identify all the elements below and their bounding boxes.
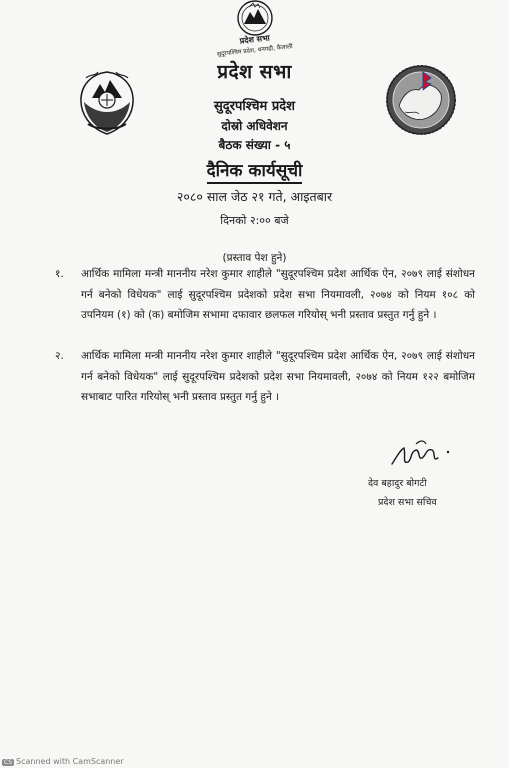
- assembly-name: प्रदेश सभा: [217, 61, 292, 83]
- seal-text-bottom: सुदूरपश्चिम प्रदेश, धनगढी, कैलाली: [216, 43, 294, 58]
- meeting-time: दिनको २:०० बजे: [220, 214, 289, 227]
- camscanner-icon: CS: [4, 759, 12, 766]
- section-heading: (प्रस्ताव पेश हुने): [222, 252, 287, 264]
- provincial-assembly-seal: [200, 0, 310, 58]
- meeting-number: बैठक संख्या - ५: [218, 138, 291, 152]
- handwritten-signature: [386, 436, 456, 478]
- meeting-date: २०८० साल जेठ २१ गते, आइतबार: [176, 189, 333, 204]
- agenda-title: [0, 158, 509, 181]
- agenda-item: [55, 346, 475, 408]
- seal-text-top: प्रदेश सभा: [239, 33, 271, 46]
- signatory-title: प्रदेश सभा सचिव: [378, 497, 437, 508]
- agenda-item-text: आर्थिक मामिला मन्त्री माननीय नरेश कुमार शाहीले "सुदूरपश्चिम प्रदेश आर्थिक ऐन, २०७९ लाई संशोधन गर्न बनेको विधेयक" लाई सुदूरपश्चिम प्रदेशको प्रदेश सभा नियमावली, २०७४ को नियम १२२ बमोजिम सभाबाट पारित गरियोस् भनी प्रस्ताव प्रस्तुत गर्नु हुने ।: [81, 350, 475, 403]
- agenda-item-text: आर्थिक मामिला मन्त्री माननीय नरेश कुमार शाहीले "सुदूरपश्चिम प्रदेश आर्थिक ऐन, २०७९ लाई संशोधन गर्न बनेको विधेयक" लाई सुदूरपश्चिम प्रदेशको प्रदेश सभा नियमावली, २०७४ को नियम १०८ को उपनियम (१) को (क) बमोजिम सभामा दफावार छलफल गरियोस् भनी प्रस्ताव प्रस्तुत गर्नु हुने ।: [81, 268, 475, 321]
- scanner-text: Scanned with CamScanner: [16, 757, 124, 766]
- agenda-item-number: १.: [55, 268, 64, 280]
- agenda-item: [55, 264, 475, 326]
- agenda-item-number: २.: [55, 350, 64, 362]
- agenda-title-text: दैनिक कार्यसूची: [207, 161, 303, 184]
- signatory-name: देव बहादुर बोगटी: [368, 478, 427, 489]
- province-name: सुदूरपश्चिम प्रदेश: [214, 99, 295, 114]
- session-name: दोस्रो अधिवेशन: [221, 119, 288, 133]
- scanner-watermark: [2, 757, 124, 766]
